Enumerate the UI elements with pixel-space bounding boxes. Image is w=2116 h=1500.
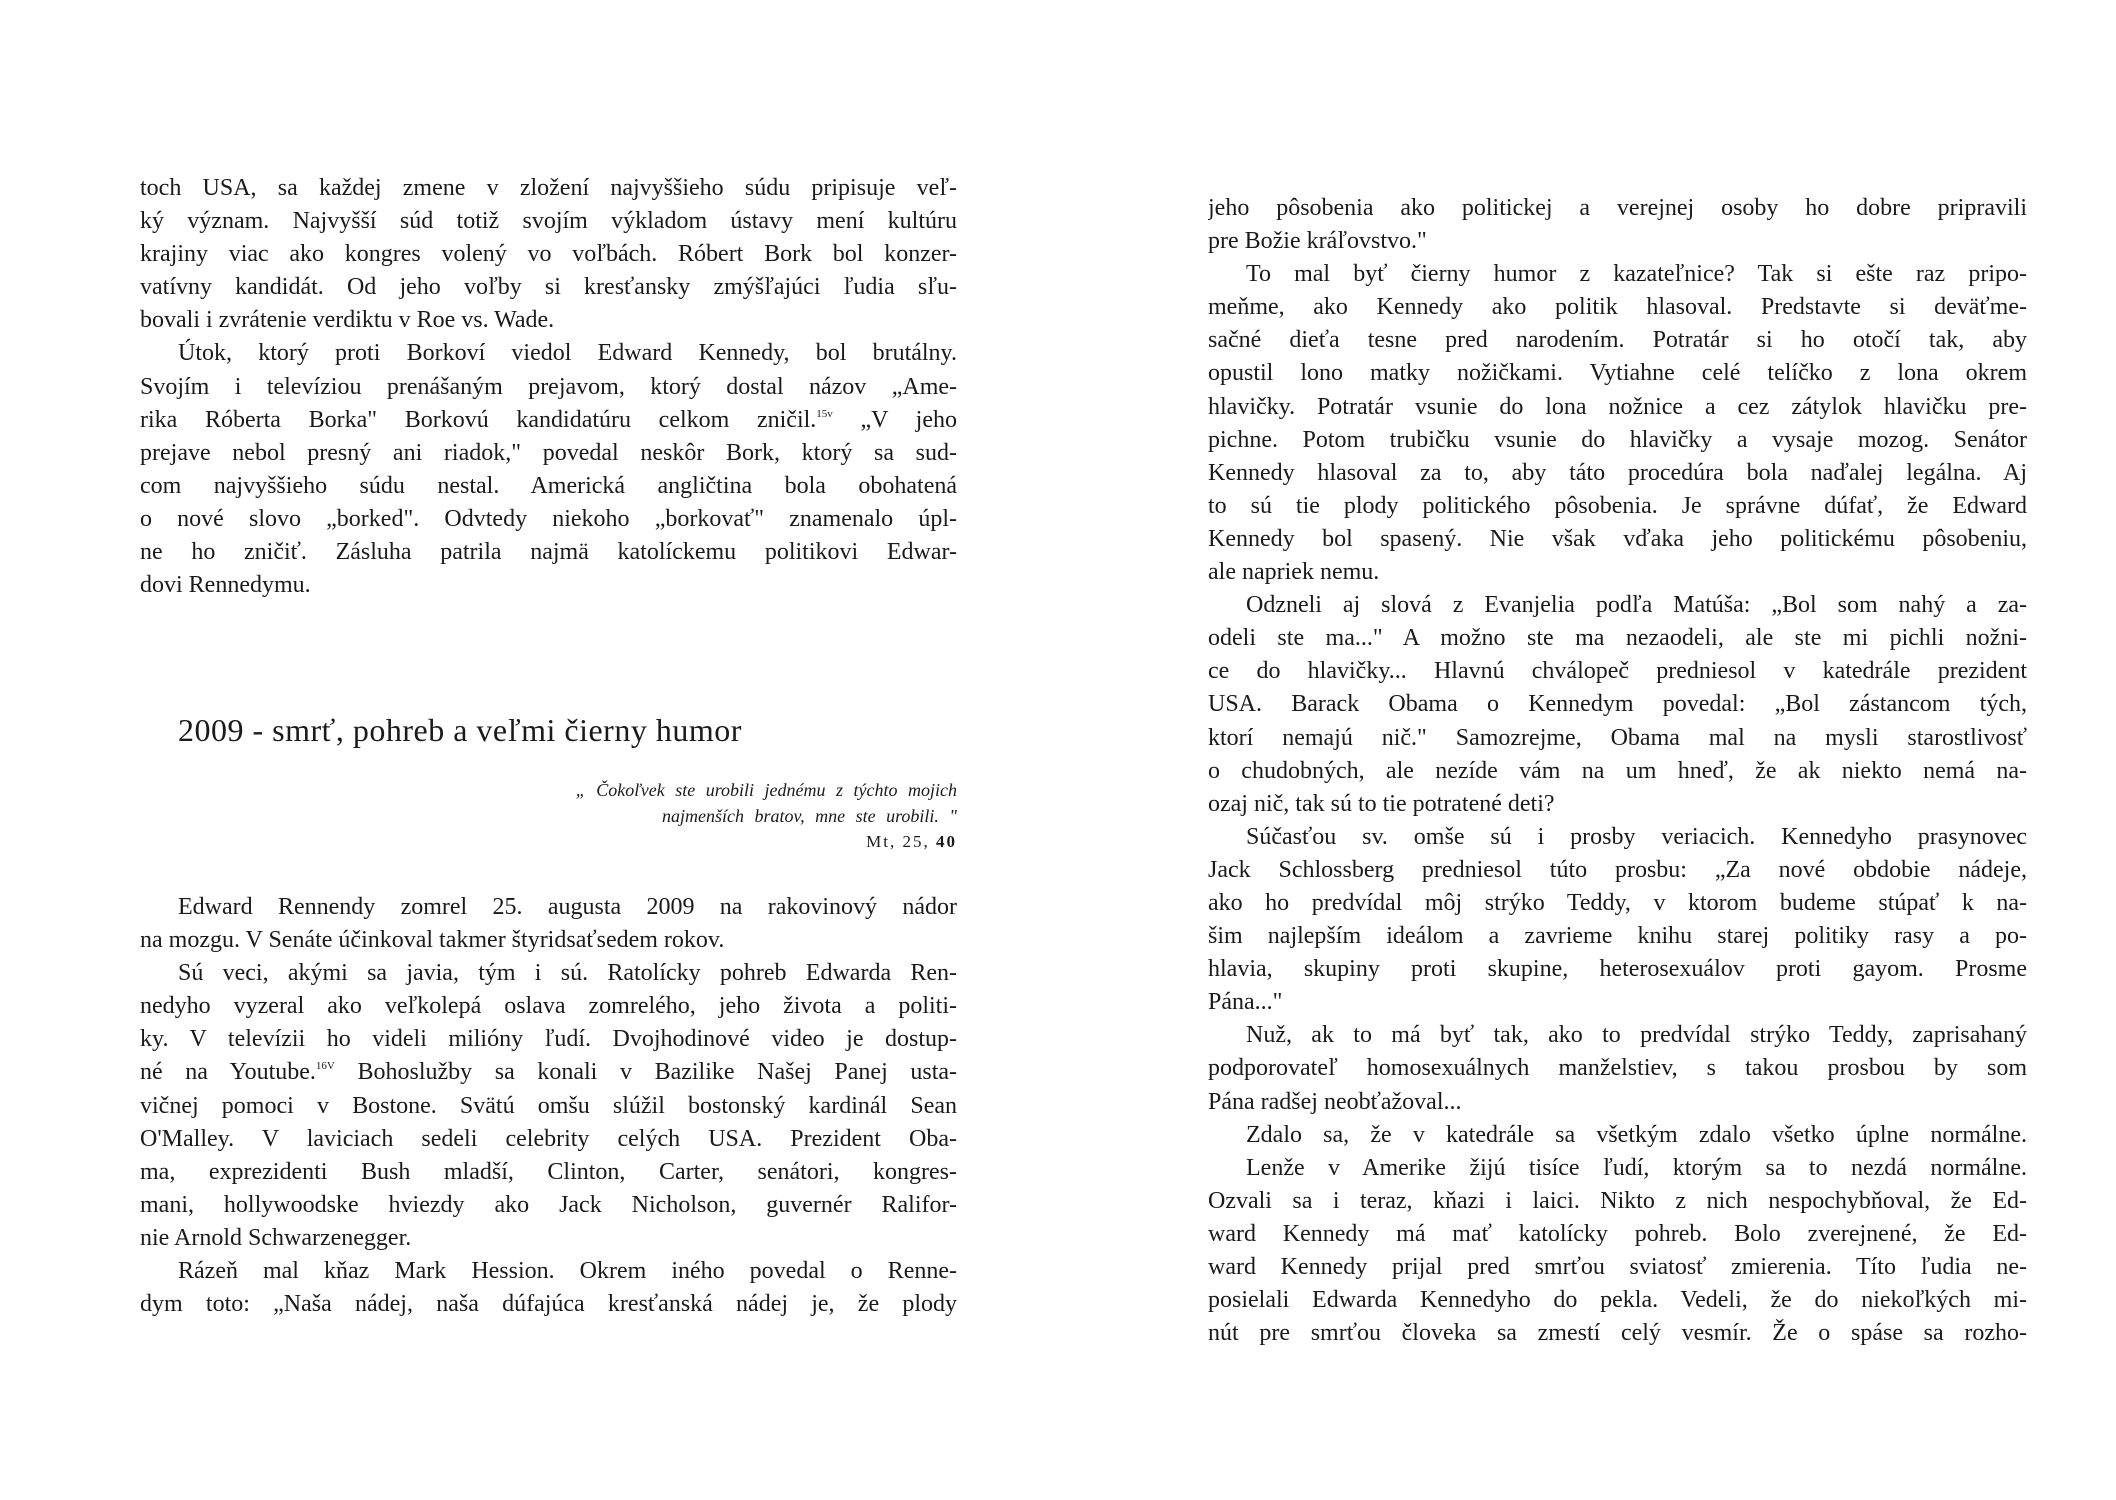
paragraph — [140, 1255, 957, 1321]
reference-verse: 40 — [936, 832, 957, 851]
paragraph — [140, 172, 957, 337]
text-line: jeho pôsobenia ako politickej a verejnej osoby ho dobre pripravili — [1208, 195, 2027, 221]
text-line: Kennedy bol spasený. Nie však vďaka jeho politickému pôsobeniu, — [1208, 525, 2027, 552]
epigraph-quote — [576, 777, 957, 855]
text-line: ward Kennedy prijal pred smrťou sviatosť zmierenia. Títo ľudia ne- — [1208, 1254, 2027, 1280]
paragraph — [140, 891, 957, 957]
text-line: ozaj nič, tak sú to tie potratené deti? — [1208, 790, 1555, 817]
text-line: sačné dieťa tesne pred narodením. Potratár si ho otočí tak, aby — [1208, 327, 2027, 354]
text-line: vatívny kandidát. Od jeho voľby si kresťansky zmýšľajúci ľudia sľu- — [140, 274, 957, 301]
text-line — [140, 1056, 957, 1089]
text-line: Ozvali sa i teraz, kňazi i laici. Nikto z nich nespochybňoval, že Ed- — [1208, 1187, 2027, 1214]
line-text: né na Youtube. — [140, 1059, 316, 1086]
epigraph-line: „ Čokoľvek ste urobili jednému z týchto mojich — [575, 780, 957, 800]
text-line: ký význam. Najvyšší súd totiž svojím výkladom ústavy mení kultúru — [140, 208, 957, 235]
text-line: Sú veci, akými sa javia, tým i sú. Ratolícky pohreb Edwarda Ren- — [178, 960, 957, 987]
text-line: odeli ste ma..." A možno ste ma nezaodeli, ale ste mi pichli nožni- — [1208, 625, 2027, 652]
text-line: krajiny viac ako kongres volený vo voľbách. Róbert Bork bol konzer- — [140, 241, 957, 268]
text-line: Kennedy hlasoval za to, aby táto procedúra bola naďalej legálna. Aj — [1208, 459, 2027, 486]
paragraph — [140, 957, 957, 1255]
text-line: dym toto: „Naša nádej, naša dúfajúca kresťanská nádej je, že plody — [140, 1291, 957, 1318]
text-line: nedyho vyzeral ako veľkolepá oslava zomrelého, jeho života a politi- — [140, 993, 957, 1020]
text-line: ma, exprezidenti Bush mladší, Clinton, Carter, senátori, kongres- — [140, 1158, 957, 1185]
text-line: ward Kennedy má mať katolícky pohreb. Bolo zverejnené, že Ed- — [1208, 1220, 2027, 1247]
right-page-text — [1208, 192, 2027, 1350]
text-line: Rázeň mal kňaz Mark Hession. Okrem iného povedal o Renne- — [178, 1258, 957, 1285]
paragraph — [1208, 258, 2027, 589]
paragraph — [1208, 1119, 2027, 1152]
text-line: Útok, ktorý proti Borkoví viedol Edward Kennedy, bol brutálny. — [178, 340, 957, 367]
text-line: šim najlepším ideálom a zavrieme knihu starej politiky rasy a po- — [1208, 923, 2027, 950]
paragraph — [1208, 192, 2027, 258]
text-line: dovi Rennedymu. — [140, 572, 311, 599]
text-line: nút pre smrťou človeka sa zmestí celý vesmír. Že o spáse sa rozho- — [1208, 1320, 2027, 1347]
text-line: podporovateľ homosexuálnych manželstiev, s takou prosbou by som — [1208, 1055, 2027, 1082]
footnote-marker: 15v — [816, 407, 833, 420]
text-line: O'Malley. V laviciach sedeli celebrity celých USA. Prezident Oba- — [140, 1125, 957, 1152]
text-line: ne ho zničiť. Zásluha patrila najmä katolíckemu politikovi Edwar- — [140, 539, 957, 566]
text-line: Zdalo sa, že v katedrále sa všetkým zdalo všetko úplne normálne. — [1246, 1121, 2027, 1148]
footnote-marker: 16V — [315, 1060, 335, 1073]
text-line: Edward Rennendy zomrel 25. augusta 2009 na rakovinový nádor — [178, 894, 957, 920]
text-line: mani, hollywoodske hviezdy ako Jack Nicholson, guvernér Ralifor- — [140, 1191, 957, 1218]
text-line: Lenže v Amerike žijú tisíce ľudí, ktorým sa to nezdá normálne. — [1246, 1154, 2027, 1181]
text-line: vičnej pomoci v Bostone. Svätú omšu slúžil bostonský kardinál Sean — [140, 1092, 957, 1119]
text-line: opustil lono matky nožičkami. Vytiahne celé telíčko z lona okrem — [1208, 360, 2027, 387]
text-line: toch USA, sa každej zmene v zložení najvyššieho súdu pripisuje veľ- — [140, 175, 957, 201]
text-line: USA. Barack Obama o Kennedym povedal: „Bol zástancom tých, — [1208, 691, 2027, 718]
text-line: Súčasťou sv. omše sú i prosby veriacich. Kennedyho prasynovec — [1246, 823, 2027, 850]
left-page-body-text — [140, 891, 957, 1321]
text-line: To mal byť čierny humor z kazateľnice? Tak si ešte raz pripo- — [1246, 261, 2027, 288]
paragraph — [1208, 589, 2027, 821]
epigraph-reference — [576, 829, 957, 855]
text-line: pre Božie kráľovstvo." — [1208, 228, 1427, 255]
text-line: ako ho predvídal môj strýko Teddy, v ktorom budeme stúpať k na- — [1208, 889, 2027, 916]
section-heading: 2009 - smrť, pohreb a veľmi čierny humor — [178, 712, 742, 748]
line-text: rika Róberta Borka" Borkovú kandidatúru celkom zničil. — [140, 406, 817, 433]
text-line: na mozgu. V Senáte účinkoval takmer štyridsaťsedem rokov. — [140, 927, 725, 954]
epigraph-line: najmenších bratov, mne ste urobili. " — [661, 806, 957, 826]
text-line: hlavičky. Potratár vsunie do lona nožnice a cez zátylok hlavičku pre- — [1208, 393, 2027, 420]
text-line: Pána..." — [1208, 989, 1283, 1016]
text-line: prejave nebol presný ani riadok," povedal neskôr Bork, ktorý sa sud- — [140, 439, 957, 466]
text-line: to sú tie plody politického pôsobenia. Je správne dúfať, že Edward — [1208, 492, 2027, 519]
line-text: Bohoslužby sa konali v Bazilike Našej Panej usta- — [334, 1059, 957, 1086]
text-line: Odzneli aj slová z Evanjelia podľa Matúša: „Bol som nahý a za- — [1246, 592, 2027, 619]
paragraph — [1208, 1152, 2027, 1351]
text-line: ale napriek nemu. — [1208, 559, 1380, 586]
text-line — [140, 404, 957, 437]
text-line: Svojím i televíziou prenášaným prejavom, ktorý dostal názov „Ame- — [140, 373, 957, 400]
text-line: bovali i zvrátenie verdiktu v Roe vs. Wade. — [140, 307, 555, 334]
text-line: ktorí nemajú nič." Samozrejme, Obama mal na mysli starostlivosť — [1208, 724, 2027, 751]
text-line: ce do hlavičky... Hlavnú chválореč predniesol v katedrále prezident — [1208, 658, 2027, 685]
text-line: o chudobných, ale nezíde vám na um hneď, že ak niekto nemá na- — [1208, 757, 2027, 784]
left-page-top-text — [140, 172, 957, 602]
text-line: o nové slovo „borked". Odvtedy niekoho „borkovať" znamenalo úpl- — [140, 505, 957, 532]
text-line: meňme, ako Kennedy ako politik hlasoval. Predstavte si deväťme- — [1208, 294, 2027, 321]
paragraph — [1208, 821, 2027, 1020]
text-line: ky. V televízii ho videli milióny ľudí. Dvojhodinové video je dostup- — [140, 1026, 957, 1053]
paragraph — [1208, 1019, 2027, 1118]
paragraph — [140, 337, 957, 602]
text-line: com najvyššieho súdu nestal. Americká angličtina bola obohatená — [140, 472, 957, 499]
text-line: pichne. Potom trubičku vsunie do hlavičky a vysaje mozog. Senátor — [1208, 426, 2027, 453]
text-line: Pána radšej neobťažoval... — [1208, 1088, 1462, 1115]
text-line: Nuž, ak to má byť tak, ako to predvídal strýko Teddy, zaprisahaný — [1246, 1022, 2027, 1049]
text-line: Jack Schlossberg predniesol túto prosbu: „Za nové obdobie nádeje, — [1208, 856, 2027, 883]
text-line: posielali Edwarda Kennedyho do pekla. Vedeli, že do niekoľkých mi- — [1208, 1287, 2027, 1314]
line-text: „V jeho — [832, 406, 957, 433]
text-line: nie Arnold Schwarzenegger. — [140, 1224, 412, 1251]
text-line: hlavia, skupiny proti skupine, heterosexuálov proti gayom. Prosme — [1208, 956, 2027, 983]
reference-text: Mt, 25, — [866, 832, 936, 851]
